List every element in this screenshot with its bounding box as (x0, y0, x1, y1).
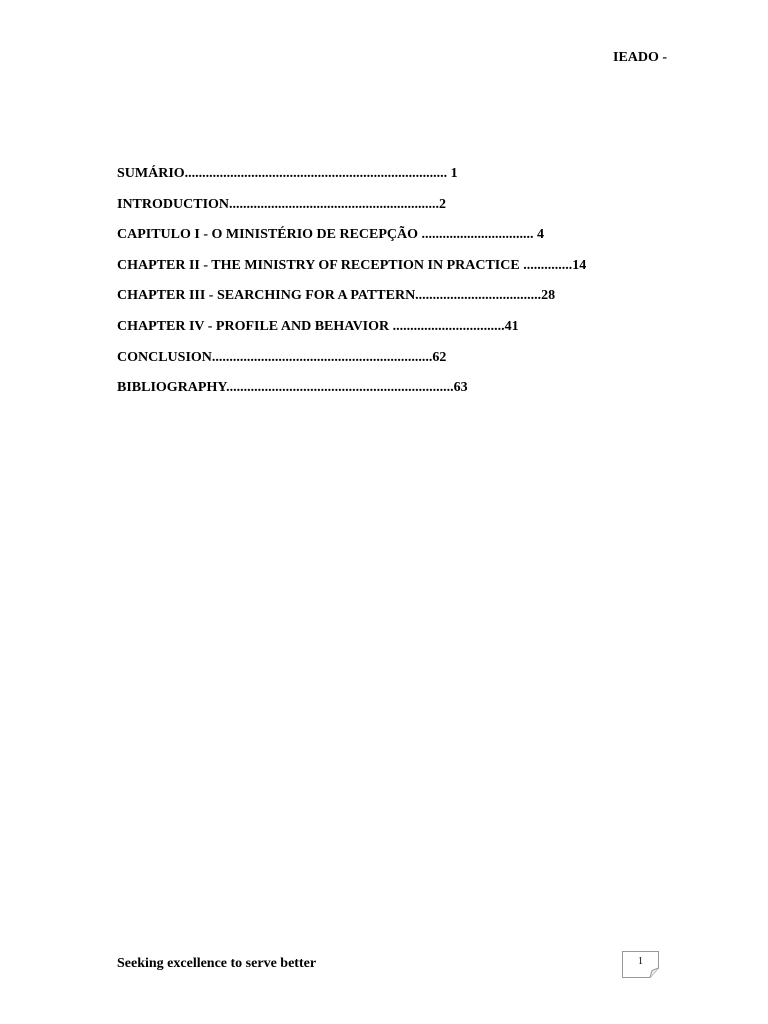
toc-entry-sumario: SUMÁRIO........................................................................... 1 (117, 166, 458, 181)
toc-entry-chapter-1: CAPITULO I - O MINISTÉRIO DE RECEPÇÃO ................................ 4 (117, 227, 545, 243)
toc-entry-chapter-4: CHAPTER IV - PROFILE AND BEHAVIOR ................................41 (117, 318, 519, 334)
toc-entry-conclusion: CONCLUSION...............................................................62 (117, 349, 447, 365)
toc-entry-chapter-2: CHAPTER II - THE MINISTRY OF RECEPTION IN PRACTICE ..............14 (117, 257, 587, 273)
toc-entry-introduction: INTRODUCTION............................................................2 (117, 196, 447, 212)
running-header: IEADO - (613, 50, 668, 65)
page-number: 1 (638, 956, 643, 967)
toc-entry-chapter-3: CHAPTER III - SEARCHING FOR A PATTERN....................................28 (117, 288, 556, 304)
page-number-box (622, 951, 659, 978)
toc-entry-bibliography: BIBLIOGRAPHY.................................................................63 (117, 380, 468, 396)
footer-slogan: Seeking excellence to serve better (117, 956, 317, 971)
table-of-contents (117, 164, 586, 409)
